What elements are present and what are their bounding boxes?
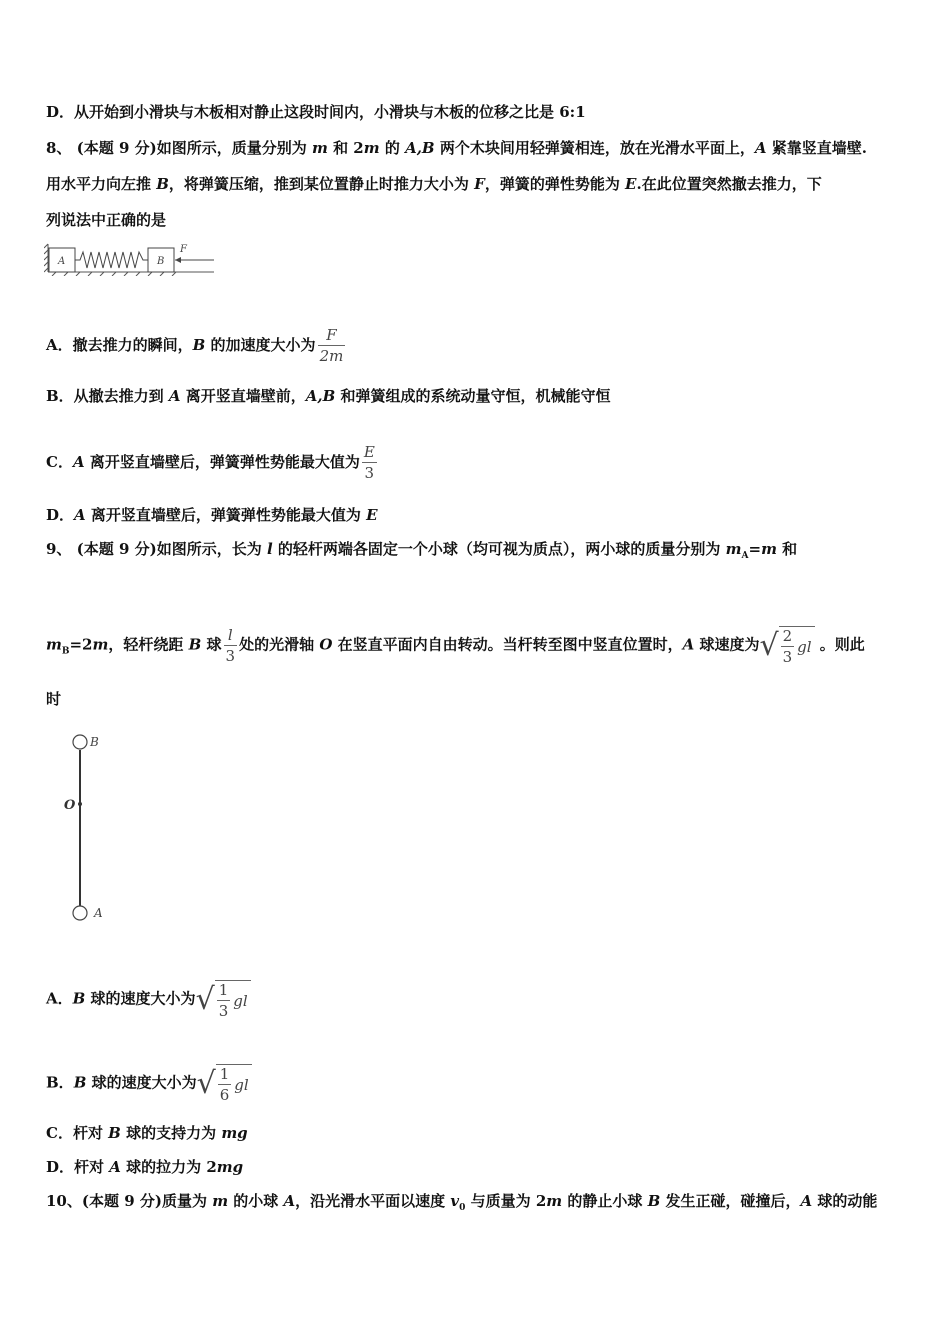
q8-option-c: C．A 离开竖直墙壁后，弹簧弹性势能最大值为 $\frac{E}{3}$ — [46, 443, 375, 482]
q8-option-b: B．从撤去推力到 A 离开竖直墙壁前，A,B 和弹簧组成的系统动量守恒，机械能守恒 — [46, 387, 611, 405]
pivot-o — [78, 802, 82, 806]
q8-option-a: A．撤去推力的瞬间，B 的加速度大小为 $\frac{F}{2m}$ — [46, 326, 344, 365]
ball-a — [73, 906, 87, 920]
ball-b — [73, 735, 87, 749]
fraction-l-over-3: $\frac{l}{3}$ — [225, 625, 236, 665]
block-b-label: B — [157, 256, 165, 267]
sqrt-1-6-gl: √ $\frac{1}{6}$ gl — [197, 1064, 252, 1103]
fraction-e-over-3: $\frac{E}{3}$ — [363, 443, 375, 482]
ball-a-label: A — [94, 906, 103, 920]
ball-b-label: B — [90, 735, 99, 749]
force-label: F — [180, 244, 187, 255]
sqrt-2-3-gl: √ $\frac{2}{3}$ gl — [760, 626, 815, 665]
q8-stem-line3: 列说法中正确的是 — [46, 211, 167, 229]
force-arrowhead — [175, 257, 181, 263]
sqrt-1-3-gl: √ $\frac{1}{3}$ gl — [196, 980, 251, 1019]
q8-spring-diagram — [44, 240, 216, 276]
q7-option-d — [46, 102, 586, 122]
q8-stem-line1: 8、 (本题 9 分)如图所示，质量分别为 m 和 2m 的 A,B 两个木块间用轻弹簧相连，放在光滑水平面上，A 紧靠竖直墙壁. — [46, 139, 867, 157]
q8-stem-line2: 用水平力向左推 B，将弹簧压缩，推到某位置静止时推力大小为 F，弹簧的弹性势能为 E.在此位置突然撤去推力，下 — [46, 175, 822, 193]
q9-option-b: B．B 球的速度大小为 √ $\frac{1}{6}$ gl — [46, 1064, 252, 1103]
q9-option-a: A．B 球的速度大小为 √ $\frac{1}{3}$ gl — [46, 980, 251, 1019]
spring — [75, 252, 148, 268]
q9-option-d: D．杆对 A 球的拉力为 2mg — [46, 1158, 244, 1176]
pivot-o-label: O — [64, 798, 76, 813]
q8-option-d: D．A 离开竖直墙壁后，弹簧弹性势能最大值为 E — [46, 506, 378, 524]
fraction-f-over-2m: $\frac{F}{2m}$ — [319, 326, 344, 365]
q9-option-c: C．杆对 B 球的支持力为 mg — [46, 1124, 248, 1142]
q9-rod-diagram — [60, 730, 120, 926]
q9-stem-line3: 时 — [46, 690, 62, 708]
q9-stem-line1: 9、 (本题 9 分)如图所示，长为 l 的轻杆两端各固定一个小球（均可视为质点），两小球的质量分别为 $m_A=m$ 和 — [46, 540, 798, 561]
q9-stem-line2: $m_B=2m$，轻杆绕距 B 球 $\frac{l}{3}$ 处的光滑轴 O 在竖直平面内自由转动。当杆转至图中竖直位置时，A 球速度为 √ $\frac{2}{3}$ gl 。则此 — [46, 625, 865, 666]
q10-stem-line1: 10、(本题 9 分)质量为 m 的小球 A，沿光滑水平面以速度 $v_0$ 与质量为 2m 的静止小球 B 发生正碰，碰撞后，A 球的动能 — [46, 1192, 878, 1213]
q7-option-d-text: D．从开始到小滑块与木板相对静止这段时间内，小滑块与木板的位移之比是 6:1 — [46, 103, 586, 121]
block-a-label: A — [58, 256, 66, 267]
